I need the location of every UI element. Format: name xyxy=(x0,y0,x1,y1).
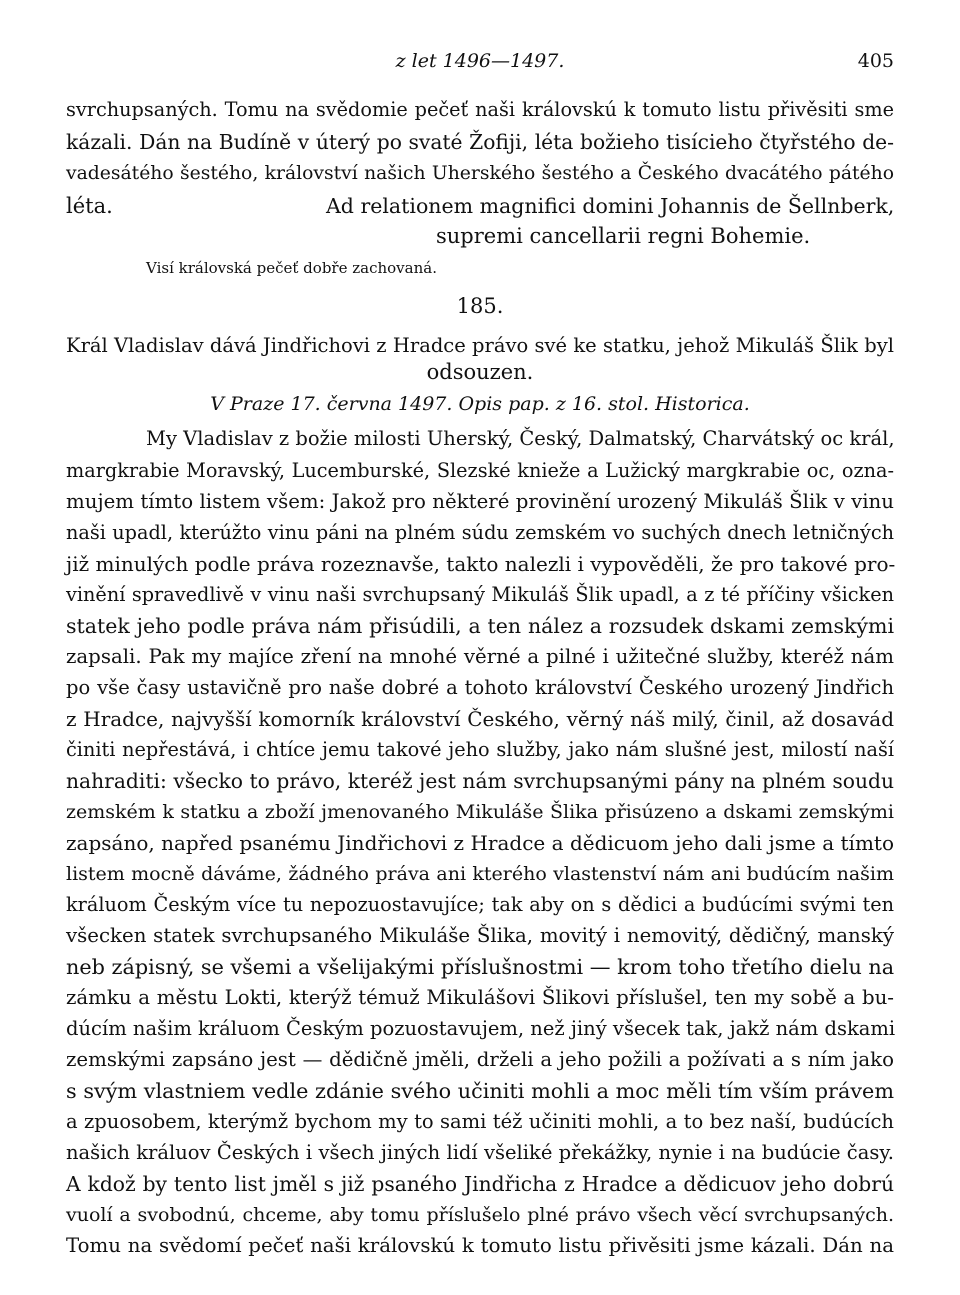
seal-note: Visí královská pečeť dobře zachovaná. xyxy=(146,259,437,277)
body-line: našich králuov Českých i všech jiných lidí všeliké překážky, nynie i na budúcie časy. xyxy=(66,1141,894,1164)
body-line: králuom Českým více tu nepozuostavujíce; tak aby on s dědici a budúcími svými ten xyxy=(66,893,894,916)
source-citation: V Praze 17. června 1497. Opis pap. z 16. stol. Historica. xyxy=(210,393,750,415)
page-header xyxy=(66,50,894,80)
body-line: dúcím našim králuom Českým pozuostavujem, než jiný všecek tak, jakž nám dskami xyxy=(66,1017,896,1040)
body-line: listem mocně dáváme, žádného práva ani kterého vlastenství nám ani budúcím našim xyxy=(66,863,894,885)
text-line: vadesátého šestého, království našich Uherského šestého a Českého dvacátého pátého xyxy=(66,163,894,184)
body-line: již minulých podle práva rozeznavše, takto nalezli i vypověděli, že pro takové pro- xyxy=(66,552,896,576)
body-line: zemském k statku a zboží jmenovaného Mikuláše Šlika přisúzeno a dskami zemskými xyxy=(66,801,894,823)
page-number: 405 xyxy=(857,50,894,72)
body-line: neb zápisný, se všemi a všelijakými příslušnostmi — krom toho třetího dielu na xyxy=(66,955,895,979)
body-line: zámku a městu Lokti, kterýž témuž Mikulášovi Šlikovi příslušel, ten my sobě a bu- xyxy=(66,986,894,1009)
text-line: kázali. Dán na Budíně v úterý po svaté Žofiji, léta božieho tisícieho čtyřstého de- xyxy=(66,130,894,154)
text-line: léta. xyxy=(66,194,113,218)
body-line: činiti nepřestává, i chtíce jemu takové jeho služby, jako nám slušné jest, milostí naší xyxy=(66,738,894,761)
body-line: nahraditi: všecko to právo, kteréž jest nám svrchupsanými pány na plném soudu xyxy=(66,769,894,793)
body-line: vuolí a svobodnú, chceme, aby tomu příslušelo plné právo všech věcí svrchupsaných. xyxy=(66,1204,894,1226)
body-line: statek jeho podle práva nám přisúdili, a ten nález a rozsudek dskami zemskými xyxy=(66,614,894,638)
text-line: svrchupsaných. Tomu na svědomie pečeť naši královskú k tomuto listu přivěsiti sme xyxy=(66,98,894,121)
document-summary: odsouzen. xyxy=(426,360,534,384)
document-number: 185. xyxy=(456,294,504,318)
body-line: mujem tímto listem všem: Jakož pro některé provinění urozený Mikuláš Šlik v vinu xyxy=(66,490,894,513)
body-line: zapsáno, napřed psanému Jindřichovi z Hradce a dědicuom jeho dali jsme a tímto xyxy=(66,831,894,855)
body-line: z Hradce, najvyšší komorník království Českého, věrný náš milý, činil, až dosavád xyxy=(66,707,894,731)
body-line: vinění spravedlivě v vinu naši svrchupsaný Mikuláš Šlik upadl, a z té příčiny všicken xyxy=(66,583,894,606)
body-line: A kdož by tento list jměl s již psaného Jindřicha z Hradce a dědicuov jeho dobrú xyxy=(66,1172,894,1196)
body-line: po vše časy ustavičně pro naše dobré a tohoto království Českého urozený Jindřich xyxy=(66,676,894,699)
relation-note: supremi cancellarii regni Bohemie. xyxy=(436,224,811,248)
body-line: zemskými zapsáno jest — dědičně jměli, drželi a jeho požili a požívati a s ním jako xyxy=(66,1048,894,1071)
body-line: margkrabie Moravský, Lucemburské, Slezské knieže a Lužický margkrabie oc, ozna- xyxy=(66,459,894,482)
body-line: naši upadl, kterúžto vinu páni na plném súdu zemském vo suchých dnech letničných xyxy=(66,521,894,544)
running-title: z let 1496—1497. xyxy=(395,50,565,72)
body-line: a zpuosobem, kterýmž bychom my to sami též učiniti mohli, a to bez naší, budúcích xyxy=(66,1110,894,1133)
body-line: Tomu na svědomí pečeť naši královskú k tomuto listu přivěsiti jsme kázali. Dán na xyxy=(66,1234,894,1257)
document-summary: Král Vladislav dává Jindřichovi z Hradce právo své ke statku, jehož Mikuláš Šlik byl xyxy=(66,334,894,357)
relation-note: Ad relationem magnifici domini Johannis de Šellnberk, xyxy=(326,194,895,218)
body-line: s svým vlastniem vedle zdánie svého učiniti mohli a moc měli tím vším právem xyxy=(66,1079,894,1103)
body-line: všecken statek svrchupsaného Mikuláše Šlika, movitý i nemovitý, dědičný, manský xyxy=(66,924,894,947)
body-line: zapsali. Pak my majíce zření na mnohé věrné a pilné i užitečné služby, kteréž nám xyxy=(66,645,894,668)
body-line: My Vladislav z božie milosti Uherský, Český, Dalmatský, Charvátský oc král, xyxy=(146,427,895,450)
